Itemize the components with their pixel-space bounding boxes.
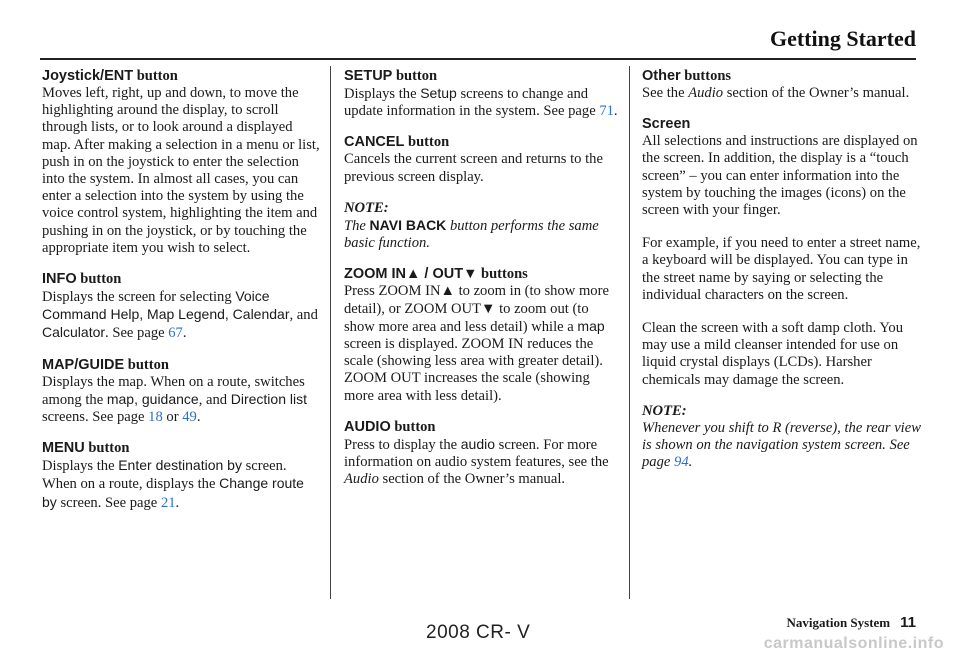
- text-other: See the Audio section of the Owner’s manual.: [642, 85, 910, 101]
- heading-cancel-suffix: button: [404, 134, 450, 151]
- heading-setup: [344, 68, 620, 85]
- heading-other-suffix: buttons: [680, 68, 732, 84]
- page-link-67[interactable]: 67: [168, 325, 183, 342]
- column-1: [42, 68, 320, 526]
- text-info: Displays the screen for selecting Voice Command Help, Map Legend, Calendar, and Calculator. See page 67.: [42, 288, 318, 342]
- heading-menu: [42, 440, 320, 457]
- heading-other: [642, 68, 922, 85]
- text-menu: Displays the Enter destination by screen. When on a route, displays the Change route by screen. See page 21.: [42, 457, 304, 511]
- heading-map-guide-name: MAP/GUIDE: [42, 356, 125, 373]
- section-setup: [344, 68, 620, 120]
- heading-screen: [642, 116, 922, 133]
- heading-cancel-name: CANCEL: [344, 134, 405, 151]
- text-map-guide: Displays the map. When on a route, switches among the map, guidance, and Direction list screens. See page 18 or 49.: [42, 373, 307, 426]
- heading-audio-name: AUDIO: [344, 418, 391, 435]
- text-screen-3: Clean the screen with a soft damp cloth. You may use a mild cleanser intended for use on liquid crystal displays (LCDs). Harsher chemicals may damage the screen.: [642, 320, 904, 388]
- column-3: [642, 68, 922, 486]
- heading-menu-name: MENU: [42, 440, 85, 457]
- heading-joystick: [42, 68, 320, 85]
- heading-info: [42, 271, 320, 288]
- footer-section: [787, 614, 917, 631]
- header-rule: [40, 58, 916, 60]
- text-zoom: Press ZOOM IN▲ to zoom in (to show more detail), or ZOOM OUT▼ to zoom out (to show more area and less detail) while a map screen is displayed. ZOOM IN reduces the scale (showing less area with greater detail). ZOOM OUT increases the scale (showing more area with less detail).: [344, 283, 609, 404]
- heading-screen-name: Screen: [642, 116, 691, 133]
- text-joystick: Moves left, right, up and down, to move the highlighting around the display, to scroll through lists, or to look around a displayed map. After making a selection in a menu or list, push in on the joystick to enter the selection into the system. In almost all cases, you can enter a selection into the system by using the voice control system, highlighting the item and pushing in on the joystick, or by touching the appropriate item you wish to select.: [42, 85, 320, 256]
- column-2: [344, 68, 620, 502]
- section-cancel: [344, 134, 620, 185]
- text-setup: Displays the Setup screens to change and update information in the system. See page 71.: [344, 85, 618, 120]
- heading-map-guide-suffix: button: [124, 356, 169, 373]
- text-screen-1: All selections and instructions are displayed on the screen. In addition, the display is a “touch screen” – you can enter information into the system by touching the images (icons) on the screen with your finger.: [642, 133, 918, 219]
- page-link-94[interactable]: 94: [674, 454, 689, 471]
- section-note-reverse: [642, 403, 922, 472]
- heading-other-name: Other: [642, 68, 681, 84]
- page-number: 11: [900, 614, 916, 631]
- section-menu: [42, 440, 320, 512]
- heading-setup-suffix: button: [392, 68, 438, 84]
- page-link-21[interactable]: 21: [160, 494, 176, 511]
- heading-joystick-name: Joystick/ENT: [42, 68, 134, 84]
- text-cancel: Cancels the current screen and returns to the previous screen display.: [344, 151, 603, 185]
- footer-model: 2008 CR- V: [426, 622, 531, 643]
- heading-zoom-name: ZOOM IN▲ / OUT▼: [344, 266, 478, 283]
- text-note-navi-back: The NAVI BACK button performs the same basic function.: [344, 217, 599, 252]
- section-info: [42, 271, 320, 343]
- page-link-71[interactable]: 71: [599, 103, 614, 120]
- section-map-guide: [42, 357, 320, 427]
- heading-cancel: [344, 134, 620, 151]
- text-screen-2: For example, if you need to enter a street name, a keyboard will be displayed. You can type in the street name by saying or selecting the individual characters on the screen.: [642, 235, 921, 303]
- section-joystick: [42, 68, 320, 257]
- column-divider-1: [330, 66, 331, 599]
- section-zoom: [344, 266, 620, 404]
- section-note-navi-back: [344, 200, 620, 253]
- heading-setup-name: SETUP: [344, 68, 393, 84]
- heading-joystick-suffix: button: [133, 68, 178, 84]
- heading-menu-suffix: button: [84, 440, 130, 457]
- text-note-reverse: Whenever you shift to R (reverse), the rear view is shown on the navigation system screen. See page 94.: [642, 420, 921, 471]
- page-link-49[interactable]: 49: [182, 409, 197, 426]
- heading-audio: [344, 419, 620, 436]
- heading-zoom: [344, 266, 620, 283]
- note-label: NOTE:: [344, 199, 389, 216]
- note-label-reverse: NOTE:: [642, 402, 687, 419]
- watermark: carmanualsonline.info: [763, 635, 944, 652]
- section-screen: [642, 116, 922, 389]
- heading-audio-suffix: button: [390, 418, 436, 435]
- heading-map-guide: [42, 357, 320, 374]
- section-other: [642, 68, 922, 102]
- heading-info-suffix: button: [76, 271, 122, 288]
- page-link-18[interactable]: 18: [148, 409, 163, 426]
- column-divider-2: [629, 66, 630, 599]
- heading-zoom-suffix: buttons: [477, 266, 528, 283]
- text-audio: Press to display the audio screen. For more information on audio system features, see the Audio section of the Owner’s manual.: [344, 435, 609, 488]
- section-audio: [344, 419, 620, 489]
- heading-info-name: INFO: [42, 271, 77, 288]
- page-header-title: Getting Started: [769, 26, 916, 51]
- footer-section-name: Navigation System: [786, 615, 891, 630]
